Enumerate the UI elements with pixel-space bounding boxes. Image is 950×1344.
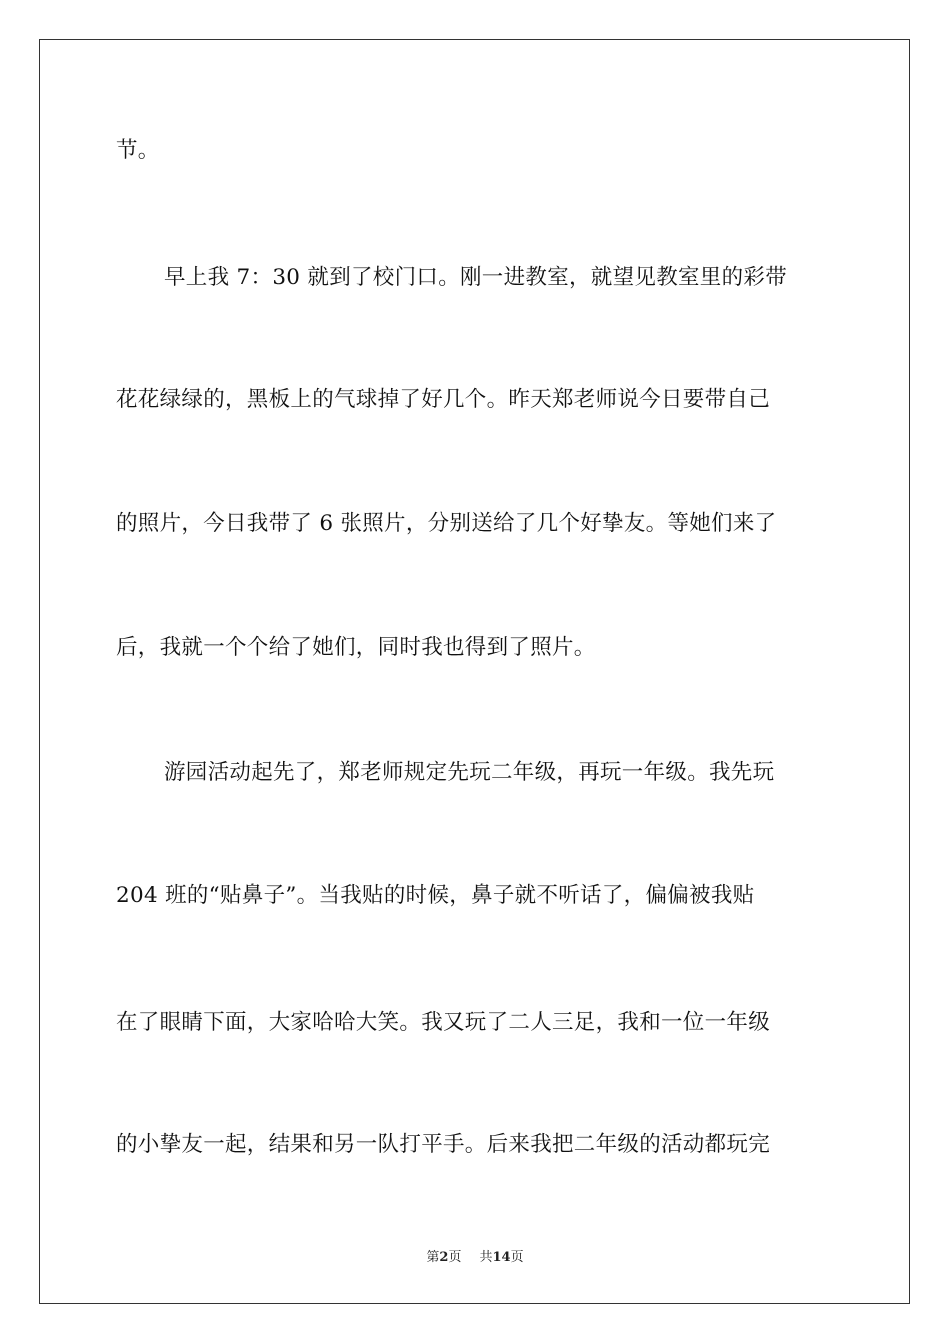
paragraph-line: 的小挚友一起，结果和另一队打平手。后来我把二年级的活动都玩完 <box>116 1132 771 1157</box>
paragraph-line: 后，我就一个个给了她们，同时我也得到了照片。 <box>116 635 596 660</box>
page-prefix: 第 <box>426 1250 440 1265</box>
paragraph-line: 花花绿绿的，黑板上的气球掉了好几个。昨天郑老师说今日要带自己 <box>116 387 771 412</box>
current-page-number: 2 <box>439 1250 449 1265</box>
page-footer <box>0 1250 950 1266</box>
paragraph-line: 在了眼睛下面，大家哈哈大笑。我又玩了二人三足，我和一位一年级 <box>116 1010 771 1035</box>
total-suffix: 页 <box>510 1250 524 1265</box>
total-prefix: 共 <box>479 1250 493 1265</box>
page-suffix: 页 <box>448 1250 462 1265</box>
paragraph-line: 节。 <box>116 138 160 163</box>
total-page-number: 14 <box>492 1250 511 1265</box>
paragraph-line: 204 班的“贴鼻子”。当我贴的时候，鼻子就不听话了，偏偏被我贴 <box>116 883 755 908</box>
paragraph-line: 的照片，今日我带了 6 张照片，分别送给了几个好挚友。等她们来了 <box>116 511 777 536</box>
paragraph-line: 早上我 7：30 就到了校门口。刚一进教室，就望见教室里的彩带 <box>164 265 788 290</box>
paragraph-line: 游园活动起先了，郑老师规定先玩二年级，再玩一年级。我先玩 <box>164 760 775 785</box>
page-border <box>39 39 910 1304</box>
